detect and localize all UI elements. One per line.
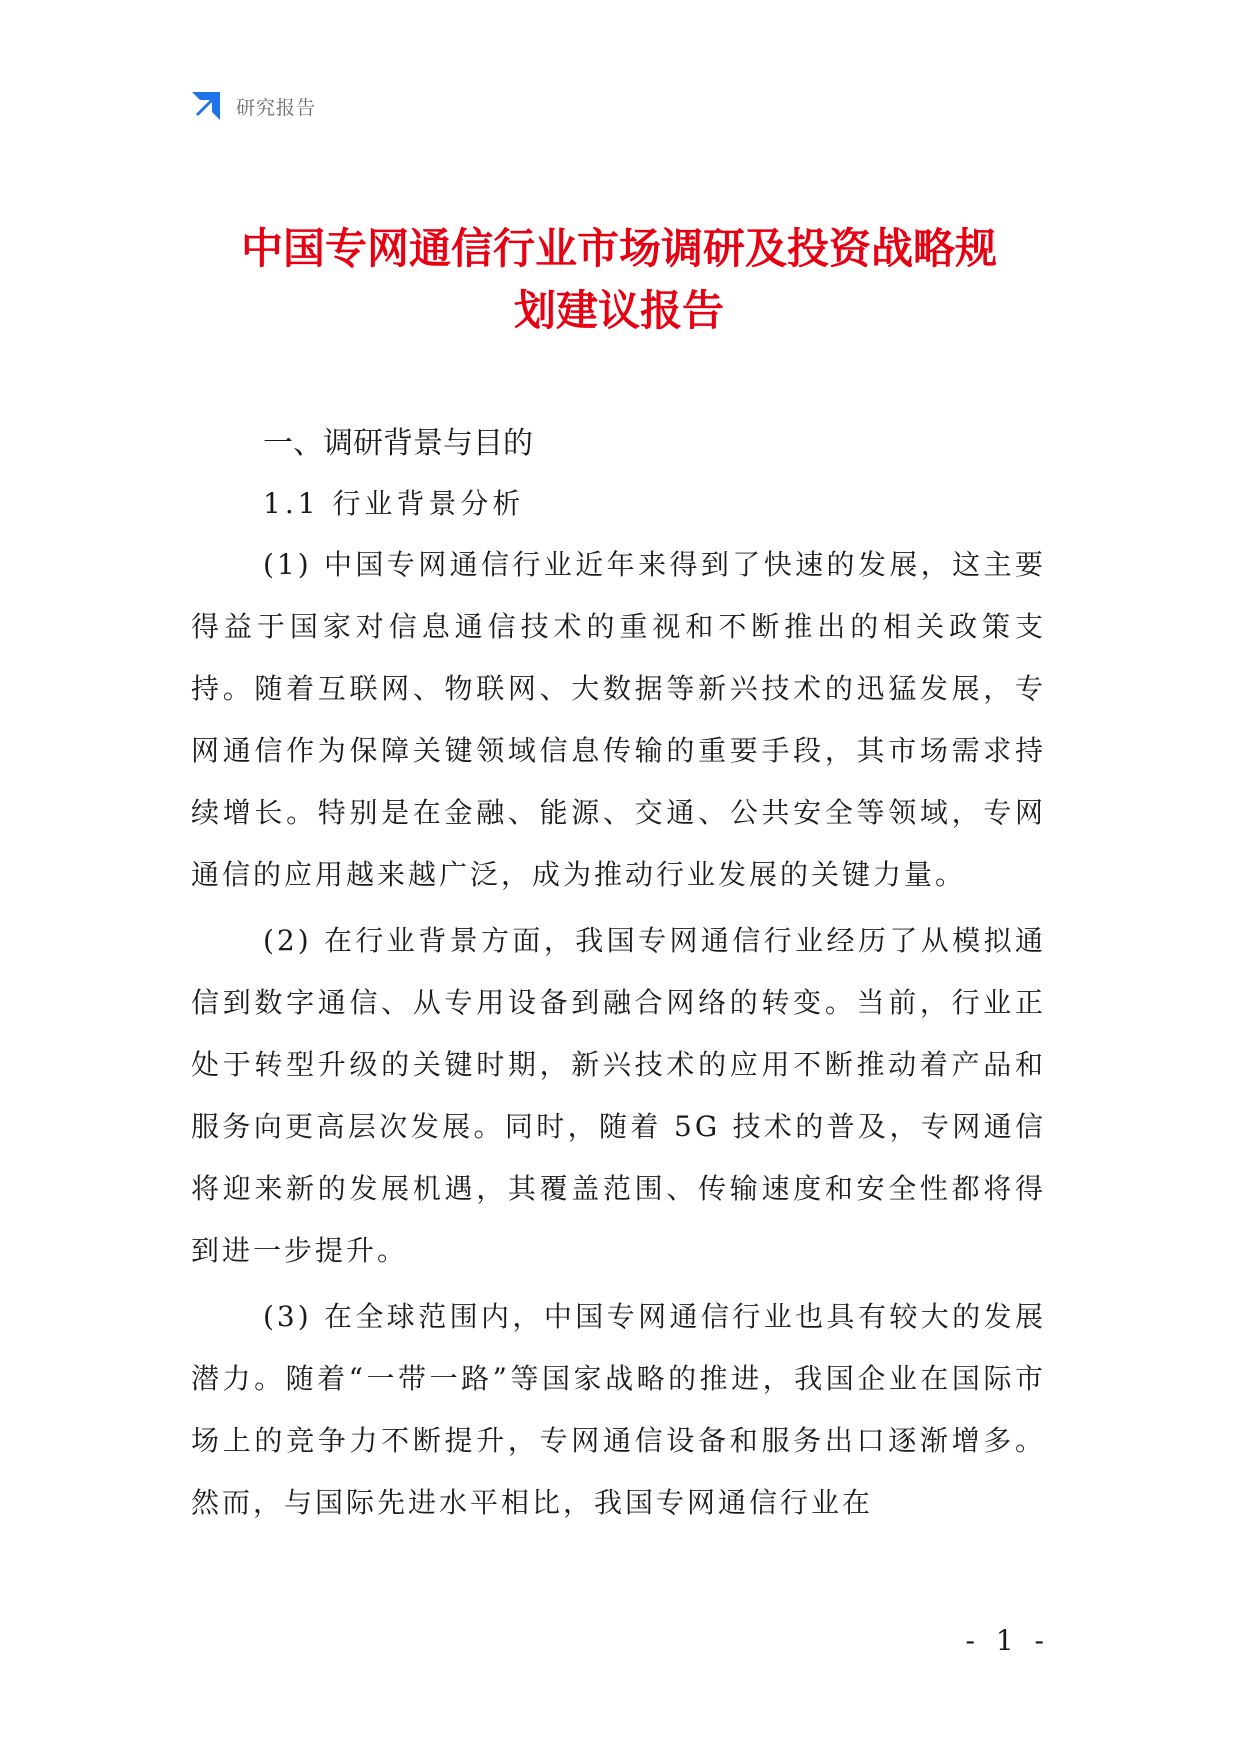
page-number: - 1 - (965, 1624, 1050, 1657)
paragraph-1: (1) 中国专网通信行业近年来得到了快速的发展，这主要得益于国家对信息通信技术的重视和不断推出的相关政策支持。随着互联网、物联网、大数据等新兴技术的迅猛发展，专网通信作为保障关键领域信息传输的重要手段，其市场需求持续增长。特别是在金融、能源、交通、公共安全等领域，专网通信的应用越来越广泛，成为推动行业发展的关键力量。 (191, 548, 1046, 891)
title-line-2: 划建议报告 (513, 286, 724, 335)
document-title (188, 218, 1050, 342)
subsection-heading: 1.1 行业背景分析 (263, 487, 525, 520)
section-heading: 一、调研背景与目的 (263, 426, 533, 461)
arrow-up-right-icon (188, 88, 224, 124)
header-label: 研究报告 (236, 96, 317, 119)
page-header (188, 88, 316, 124)
paragraph-3: (3) 在全球范围内，中国专网通信行业也具有较大的发展潜力。随着“一带一路”等国家战略的推进，我国企业在国际市场上的竞争力不断提升，专网通信设备和服务出口逐渐增多。然而，与国际先进水平相比，我国专网通信行业在 (191, 1300, 1046, 1519)
paragraph-2: (2) 在行业背景方面，我国专网通信行业经历了从模拟通信到数字通信、从专用设备到融合网络的转变。当前，行业正处于转型升级的关键时期，新兴技术的应用不断推动着产品和服务向更高层次发展。同时，随着 5G 技术的普及，专网通信将迎来新的发展机遇，其覆盖范围、传输速度和安全性都将得到进一步提升。 (191, 924, 1046, 1267)
document-body (191, 418, 1046, 1534)
title-line-1: 中国专网通信行业市场调研及投资战略规 (240, 224, 997, 273)
